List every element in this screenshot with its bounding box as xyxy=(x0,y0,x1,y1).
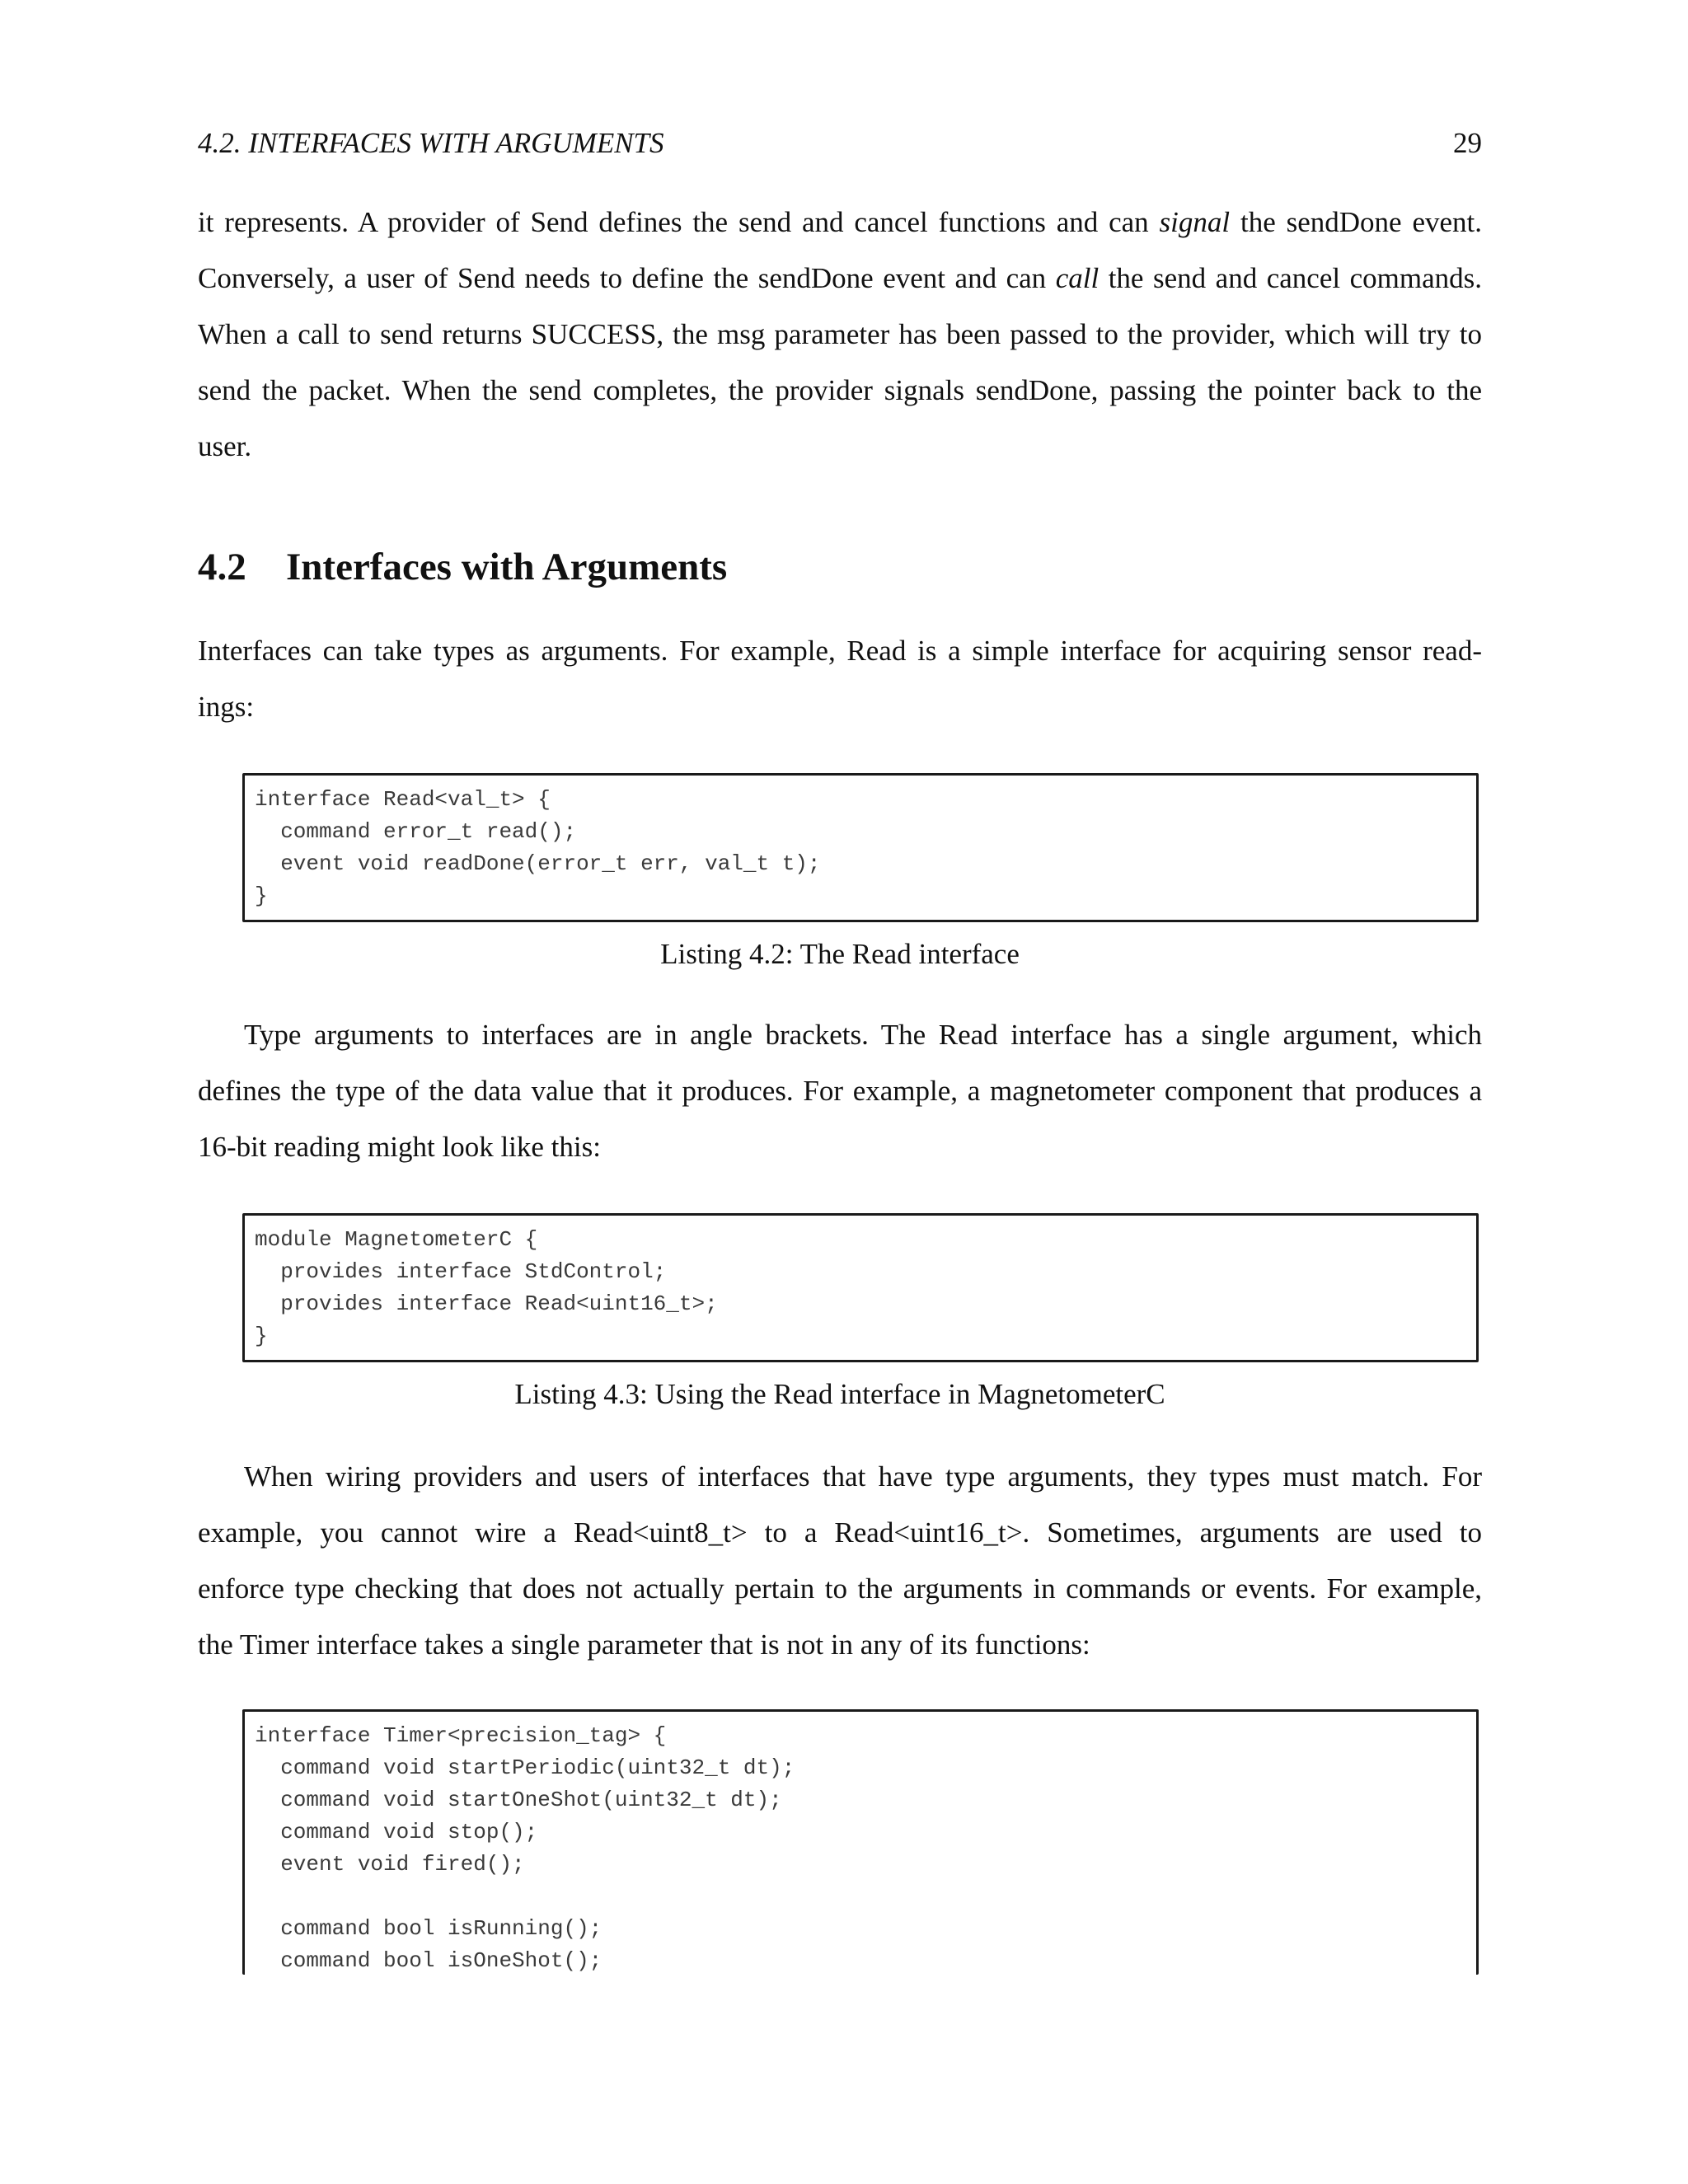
emphasis-call: call xyxy=(1055,262,1100,294)
angle-paragraph xyxy=(198,1007,1482,1063)
paragraph-line: the Timer interface takes a single parameter that is not in any of its functions: xyxy=(198,1629,1090,1661)
code-line: command void startPeriodic(uint32_t dt); xyxy=(255,1755,795,1780)
paragraph-line: ings: xyxy=(198,691,255,723)
intro-paragraph xyxy=(198,194,1482,475)
wiring-paragraph xyxy=(198,1449,1482,1505)
section-title: Interfaces with Arguments xyxy=(286,546,728,588)
code-listing-read xyxy=(242,773,1479,922)
code-line: } xyxy=(255,883,268,908)
code-line: provides interface Read<uint16_t>; xyxy=(255,1291,718,1316)
code-line: } xyxy=(255,1324,268,1348)
code-line: command void startOneShot(uint32_t dt); xyxy=(255,1788,782,1812)
emphasis-signal: signal xyxy=(1159,206,1231,238)
section-number: 4.2 xyxy=(198,546,246,588)
paragraph-line: defines the type of the data value that it produces. For example, a magnetometer component that produces a xyxy=(198,1075,1482,1107)
wiring-paragraph-continued xyxy=(198,1505,1482,1673)
code-line: command error_t read(); xyxy=(255,819,577,844)
running-head xyxy=(198,124,1482,163)
paragraph-line: send the packet. When the send completes, the provider signals sendDone, passing the pointer back to the xyxy=(198,374,1482,406)
paragraph-line xyxy=(198,251,1482,307)
text-run: the sendDone event. xyxy=(1230,206,1482,238)
paragraph-line: When a call to send returns SUCCESS, the msg parameter has been passed to the provider, which will try to xyxy=(198,318,1482,350)
code-line xyxy=(255,1881,1476,1913)
code-line: provides interface StdControl; xyxy=(255,1259,667,1284)
paragraph-line xyxy=(198,194,1482,251)
paragraph-line: user. xyxy=(198,430,252,462)
paragraph-line: enforce type checking that does not actually pertain to the arguments in commands or events. For example, xyxy=(198,1572,1482,1605)
text-run: Conversely, a user of Send needs to define the sendDone event and can xyxy=(198,262,1056,294)
code-line: interface Timer<precision_tag> { xyxy=(255,1723,667,1748)
code-line: module MagnetometerC { xyxy=(255,1227,538,1252)
section-heading xyxy=(198,541,727,593)
text-run: the send and cancel commands. xyxy=(1099,262,1482,294)
code-line: event void fired(); xyxy=(255,1852,525,1877)
page-number: 29 xyxy=(1453,127,1482,159)
code-line: command void stop(); xyxy=(255,1820,538,1844)
code-listing-magnetometer xyxy=(242,1213,1479,1362)
paragraph-line: Type arguments to interfaces are in angle brackets. The Read interface has a single argument, which xyxy=(244,1019,1482,1051)
listing-caption: Listing 4.3: Using the Read interface in MagnetometerC xyxy=(514,1378,1165,1410)
angle-paragraph-continued xyxy=(198,1063,1482,1175)
paragraph-line: 16-bit reading might look like this: xyxy=(198,1131,601,1163)
paragraph-line: When wiring providers and users of interfaces that have type arguments, they types must match. For xyxy=(244,1460,1482,1493)
types-paragraph xyxy=(198,623,1482,735)
listing-caption: Listing 4.2: The Read interface xyxy=(660,938,1020,970)
paragraph-line: Interfaces can take types as arguments. For example, Read is a simple interface for acquiring sensor read- xyxy=(198,635,1482,667)
text-run: it represents. A provider of Send defines the send and cancel functions and can xyxy=(198,206,1160,238)
code-line: event void readDone(error_t err, val_t t); xyxy=(255,851,821,876)
code-line: command bool isRunning(); xyxy=(255,1916,603,1941)
paragraph-line: example, you cannot wire a Read<uint8_t> to a Read<uint16_t>. Sometimes, arguments are used to xyxy=(198,1516,1482,1549)
code-line: interface Read<val_t> { xyxy=(255,787,551,812)
code-line: command bool isOneShot(); xyxy=(255,1948,603,1973)
running-head-title: 4.2. INTERFACES WITH ARGUMENTS xyxy=(198,127,664,159)
code-listing-timer xyxy=(242,1709,1479,1975)
